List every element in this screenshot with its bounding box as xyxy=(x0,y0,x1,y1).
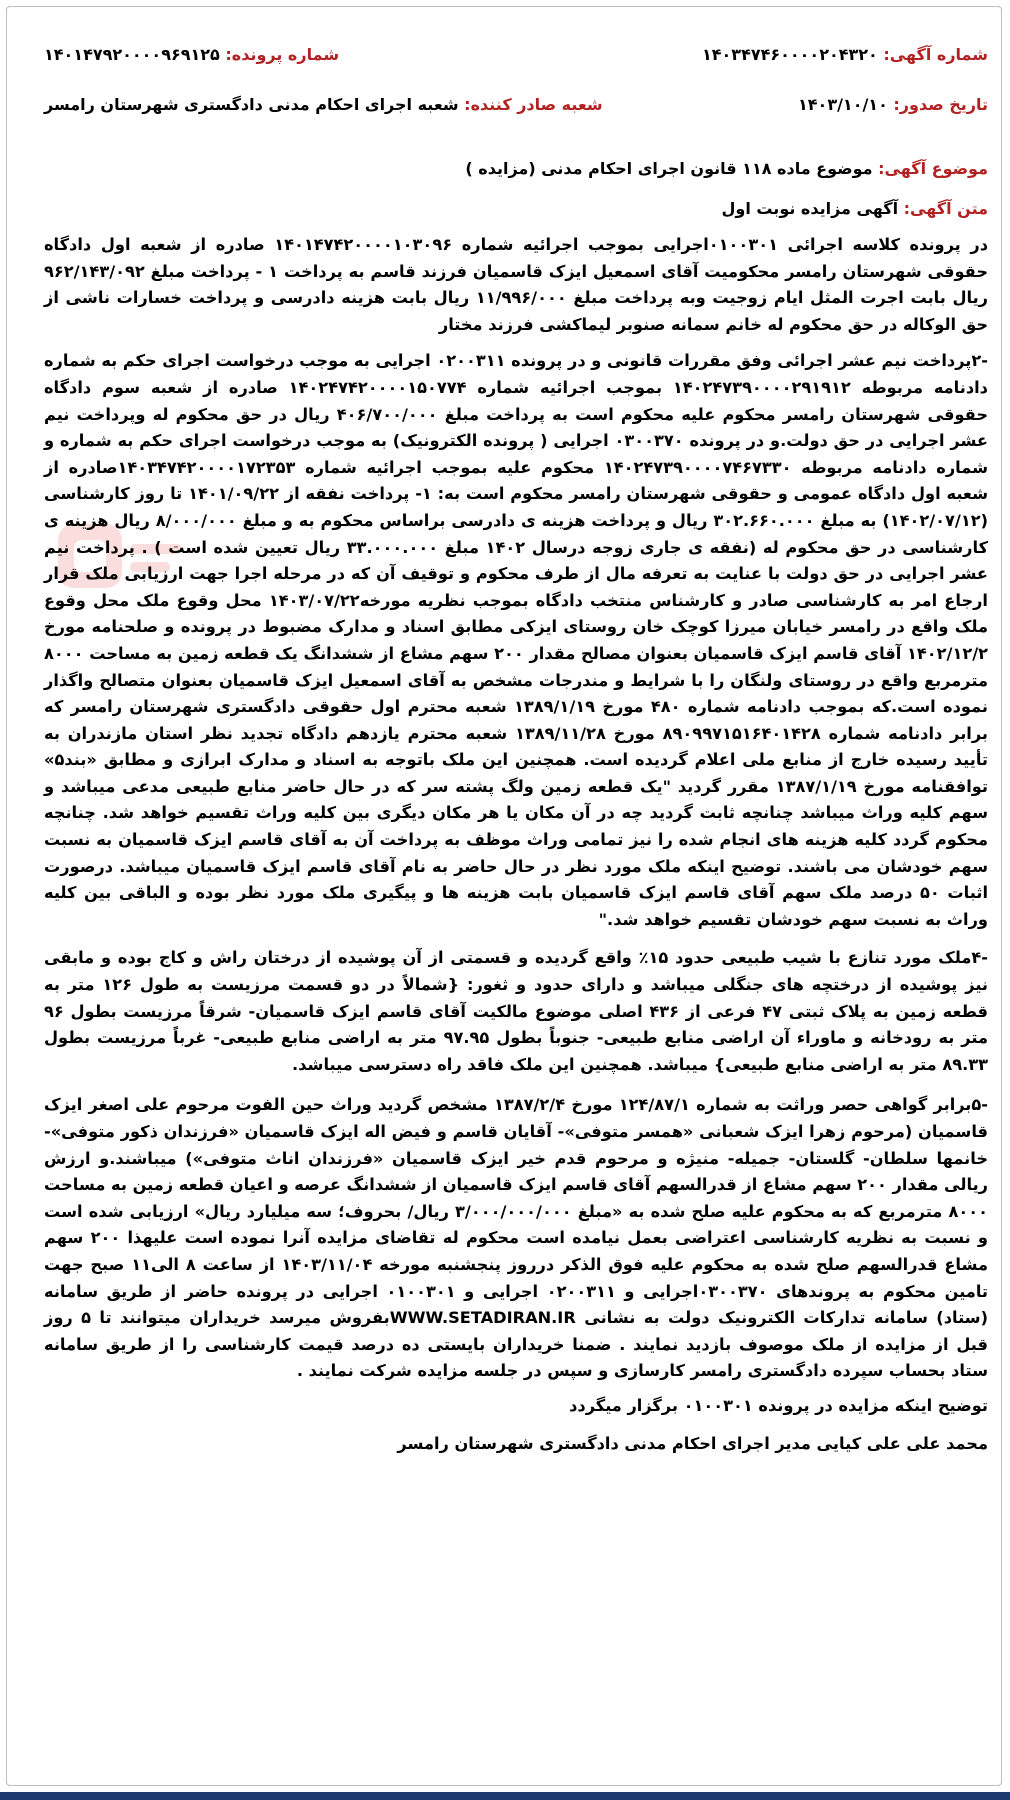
bottom-bar xyxy=(0,1792,1010,1800)
issue-date-value: ۱۴۰۳/۱۰/۱۰ xyxy=(798,95,888,114)
subject-value: موضوع ماده ۱۱۸ قانون اجرای احکام مدنی (مزایده ) xyxy=(465,159,873,178)
paragraph-2: -۲پرداخت نیم عشر اجرائی وفق مقررات قانونی و در پرونده ۰۲۰۰۳۱۱ اجرایی به موجب درخواست اجرای حکم به شماره دادنامه مربوطه ۱۴۰۲۴۷۳۹۰۰۰۰۲۹۱۹۱۲ بموجب اجرائیه شماره ۱۴۰۲۴۷۴۲۰۰۰۰۱۵۰۷۷۴ صادره از شعبه سوم دادگاه حقوقی شهرستان رامسر محکوم علیه محکوم است به پرداخت مبلغ ۴۰۶/۷۰۰/۰۰۰ ریال در حق محکوم له وپرداخت نیم عشر اجرایی در حق دولت.و در پرونده ۰۳۰۰۳۷۰ اجرایی ( پرونده الکترونیک) به موجب درخواست اجرای حکم به شماره و شماره دادنامه مربوطه ۱۴۰۲۴۷۳۹۰۰۰۰۷۴۶۷۳۳۰ محکوم علیه بموجب اجرائیه شماره ۱۴۰۳۴۷۴۲۰۰۰۰۱۷۲۳۵۳صادره از شعبه اول دادگاه عمومی و حقوقی شهرستان رامسر محکوم است به: ۱- پرداخت نفقه از ۱۴۰۱/۰۹/۲۲ تا روز کارشناسی (۱۴۰۲/۰۷/۱۲) به مبلغ ۳۰۲.۶۶۰.۰۰۰ ریال و پرداخت هزینه ی دادرسی براساس محکوم به و مبلغ ۸/۰۰۰/۰۰۰ ریال هزینه ی کارشناسی در حق محکوم له (نفقه ی جاری زوجه درسال ۱۴۰۲ مبلغ ۳۳.۰۰۰.۰۰۰ ریال تعیین شده است ) . پرداخت نیم عشر اجرایی در حق دولت با عنایت به تعرفه مال از طرف محکوم و توقیف آن که در مرحله اجرا جهت ارزیابی ملک قرار ارجاع امر به کارشناسی صادر و کارشناس منتخب دادگاه بموجب نظریه مورخه۱۴۰۳/۰۷/۲۲ محل وقوع ملک محل وقوع ملک واقع در رامسر خیابان میرزا کوچک خان روستای ایزکی مطابق اسناد و مدارک مضبوط در پرونده و صلحنامه مورخ ۱۴۰۲/۱۲/۲ آقای قاسم ایزک قاسمیان بعنوان مصالح مقدار ۲۰۰ سهم مشاع از ششدانگ یک قطعه زمین به مساحت ۸۰۰۰ مترمربع واقع در روستای ولنگان را با شرایط و مندرجات مشخص به آقای اسمعیل ایزک قاسمیان بعنوان متصالح واگذار نموده است.که بموجب دادنامه شماره ۴۸۰ مورخ ۱۳۸۹/۱/۱۹ شعبه محترم اول حقوقی دادگستری شهرستان رامسر که برابر دادنامه شماره ۸۹۰۹۹۷۱۵۱۶۴۰۱۴۲۸ مورخ ۱۳۸۹/۱۱/۲۸ شعبه محترم یازدهم دادگاه تجدید نظر استان مازندران به تأیید رسیده خارج از منابع ملی اعلام گردیده است. همچنین این ملک باتوجه به اسناد و مدارک ابرازی و مطابق «بند۵» توافقنامه مورخ ۱۳۸۷/۱/۱۹ مقرر گردید "یک قطعه زمین ولگ پشته سر که در حال حاضر منابع طبیعی مدعی میباشد و سهم کلیه وراث میباشد چنانچه ثابت گردید چه در آن مکان یا هر مکان دیگری بین کلیه وراث تقسیم خواهد شد. چنانچه محکوم گردد کلیه هزینه های انجام شده را نیز تمامی وراث موظف به پرداخت آن به آقای قاسم ایزک قاسمیان به نسبت سهم خودشان می باشند. توضیح اینکه ملک مورد نظر در حال حاضر به نام آقای قاسم ایزک قاسمیان میباشد. درصورت اثبات ۵۰ درصد ملک سهم آقای قاسم ایزک قاسمیان بابت هزینه ها و پیگیری ملک مورد نظر بوده و الباقی بین کلیه وراث به نسبت سهم خودشان تقسیم خواهد شد." xyxy=(44,351,989,929)
notice-content xyxy=(44,30,988,1457)
paragraph-5: -۵برابر گواهی حصر وراثت به شماره ۱۲۴/۸۷/۱ مورخ ۱۳۸۷/۲/۴ مشخص گردید وراث حین الفوت مرحوم علی اصغر ایزک قاسمیان (مرحوم زهرا ایزک شعبانی «همسر متوفی»- آقایان قاسم و فیض اله ایزک قاسمیان «فرزندان ذکور متوفی»- خانمها سلطان- گلستان- جمیله- منیژه و مرحوم قدم خیر ایزک قاسمیان «فرزندان اناث متوفی») میباشند.و ارزش ریالی مقدار ۲۰۰ سهم مشاع از قدرالسهم آقای قاسم ایزک قاسمیان از ششدانگ عرصه و اعیان قطعه زمین به مساحت ۸۰۰۰ مترمربع که به محکوم علیه صلح شده به «مبلغ ۳/۰۰۰/۰۰۰/۰۰۰ ریال/ بحروف؛ سه میلیارد ریال» ارزیابی شده است و نسبت به نظریه کارشناسی اعتراضی بعمل نیامده است محکوم له تقاضای مزایده آنرا نموده است علیهذا ۲۰۰ سهم مشاع قدرالسهم صلح شده به محکوم علیه فوق الذکر درروز پنجشنبه مورخه ۱۴۰۳/۱۱/۰۴ از ساعت ۸ الی۱۱ صبح جهت تامین محکوم به پروندهای ۰۳۰۰۳۷۰اجرایی و ۰۲۰۰۳۱۱ اجرایی و ۰۱۰۰۳۰۱ اجرایی در پرونده حاضر از طریق سامانه (ستاد) سامانه تدارکات الکترونیک دولت به نشانی WWW.SETADIRAN.IRبفروش میرسد خریداران میتوانند تا ۵ روز قبل از مزایده از ملک موصوف بازدید نمایند . ضمنا خریداران بایستی ده درصد قیمت کارشناسی را از طریق سامانه ستاد بحساب سپرده دادگستری رامسر کارسازی و سپس در جلسه مزایده شرکت نمایند . xyxy=(44,1095,989,1381)
notice-number-value: ۱۴۰۳۴۷۴۶۰۰۰۰۲۰۴۳۲۰ xyxy=(702,45,878,64)
file-number xyxy=(44,44,339,66)
notice-number-label: شماره آگهی: xyxy=(883,45,988,64)
signature: محمد علی علی کیایی مدیر اجرای احکام مدنی دادگستری شهرستان رامسر xyxy=(397,1433,988,1453)
notice-text-label: متن آگهی: xyxy=(903,199,988,218)
issue-date-label: تاریخ صدور: xyxy=(893,95,988,114)
issue-date xyxy=(798,94,988,116)
notice-subject xyxy=(44,158,988,180)
closing-note: توضیح اینکه مزایده در پرونده ۰۱۰۰۳۰۱ برگزار میگردد xyxy=(569,1395,988,1415)
subject-label: موضوع آگهی: xyxy=(878,159,988,178)
issuing-branch xyxy=(44,94,603,116)
issuing-branch-label: شعبه صادر کننده: xyxy=(464,95,603,114)
meta-row-issue xyxy=(44,94,988,116)
notice-number xyxy=(702,44,988,66)
notice-text-heading xyxy=(44,198,988,220)
paragraph-4: -۴ملک مورد تنازع با شیب طبیعی حدود ۱۵٪ واقع گردیده و قسمتی از آن پوشیده از درختان راش و کاج بوده و مابقی نیز پوشیده از درختچه های جنگلی میباشد و دارای حدود و ثغور: {شمالاً در دو قسمت مرزیست به طول ۱۲۶ متر به قطعه زمین به پلاک ثبتی ۴۷ فرعی از ۴۳۶ اصلی موضوع مالکیت آقای قاسم ایزک قاسمیان- شرقاً مرزیست بطول ۹۶ متر به رودخانه و ماوراء آن اراضی منابع طبیعی- جنوباً بطول ۹۷.۹۵ متر به اراضی منابع طبیعی- غرباً مرزیست بطول ۸۹.۳۳ متر به اراضی منابع طبیعی} میباشد. همچنین این ملک فاقد راه دسترسی میباشد. xyxy=(44,948,989,1074)
issuing-branch-value: شعبه اجرای احکام مدنی دادگستری شهرستان رامسر xyxy=(44,95,459,114)
file-number-value: ۱۴۰۱۴۷۹۲۰۰۰۰۹۶۹۱۲۵ xyxy=(44,45,220,64)
notice-title: آگهی مزایده نوبت اول xyxy=(721,199,899,218)
file-number-label: شماره پرونده: xyxy=(225,45,340,64)
meta-row-numbers xyxy=(44,44,988,66)
paragraph-1: در پرونده کلاسه اجرائی ۰۱۰۰۳۰۱اجرایی بموجب اجرائیه شماره ۱۴۰۱۴۷۴۲۰۰۰۰۱۰۳۰۹۶ صادره از شعبه اول دادگاه حقوقی شهرستان رامسر محکومیت آقای اسمعیل ایزک قاسمیان فرزند قاسم به پرداخت ۱ - پرداخت مبلغ ۹۶۲/۱۴۳/۰۹۲ ریال بابت اجرت المثل ایام زوجیت وبه پرداخت مبلغ ۱۱/۹۹۶/۰۰۰ ریال بابت هزینه دادرسی و پرداخت خسارات ناشی از حق الوکاله در حق محکوم له خانم سمانه صنوبر لیماکشی فرزند مختار xyxy=(44,235,989,334)
